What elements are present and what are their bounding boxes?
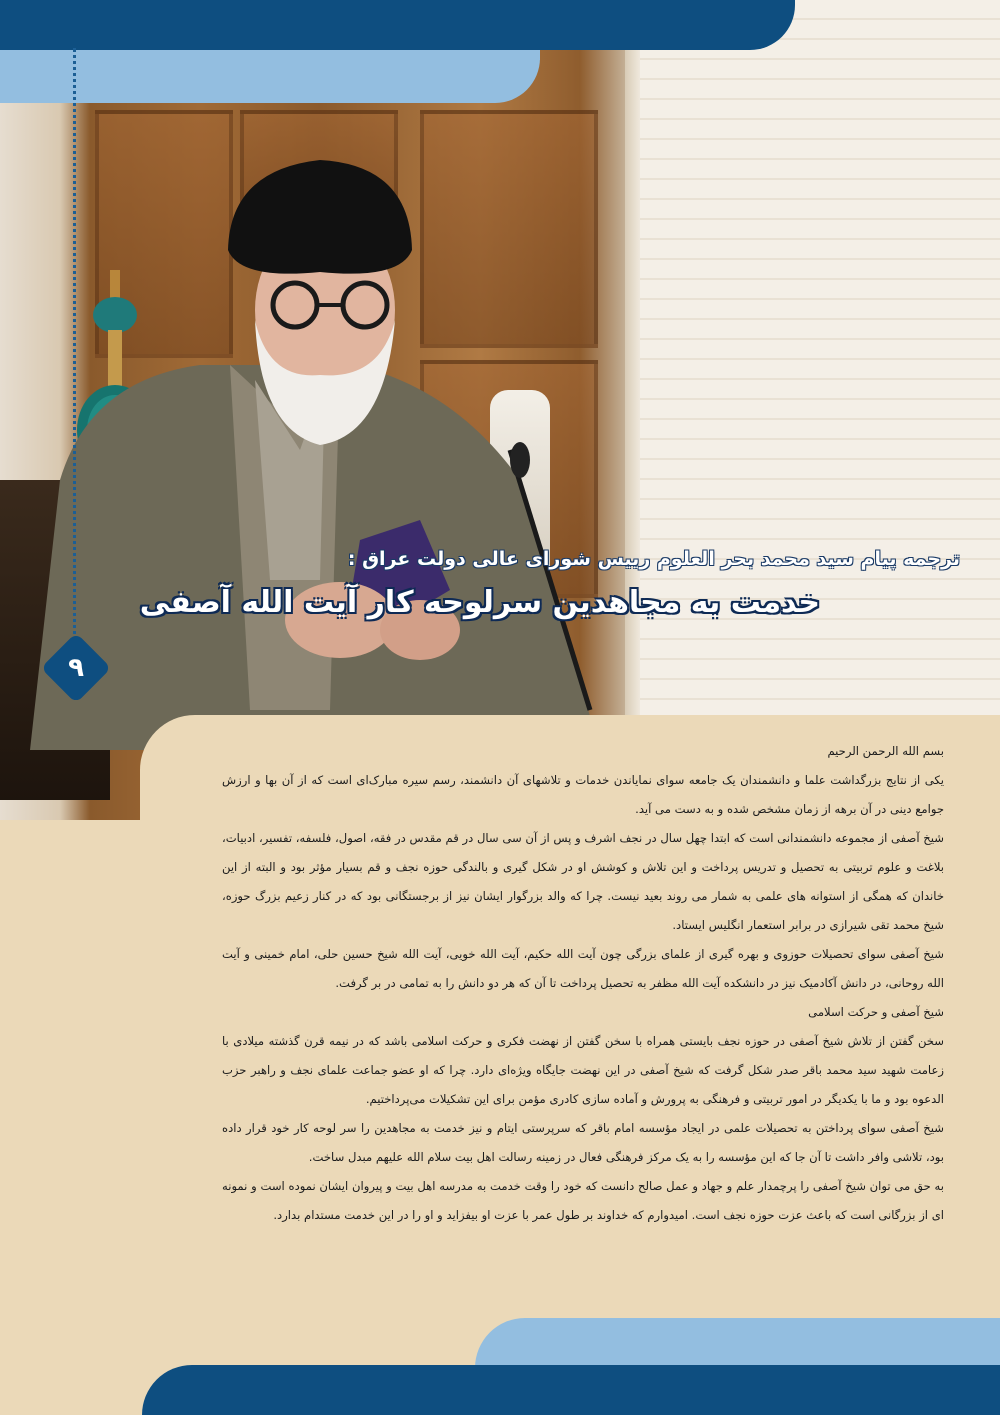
dotted-line xyxy=(73,48,76,648)
page-number: ۹ xyxy=(68,653,84,683)
bottom-bar-dark xyxy=(142,1365,1000,1415)
article-title: خدمت به مجاهدین سرلوحه کار آیت الله آصفی xyxy=(139,585,820,620)
paragraph: به حق می توان شیخ آصفی را پرچمدار علم و جهاد و عمل صالح دانست که خود را وقت خدمت به مدرسه اهل بیت و پیروان ایشان نموده است و نمونه ای از بزرگانی است که باعث عزت حوزه نجف است. امیدوارم که خداوند بر طول عمر با عزت او بیفزاید و او را در این خدمت مستدام بدارد. xyxy=(222,1179,944,1222)
paragraph: شیخ آصفی سوای تحصیلات حوزوی و بهره گیری از علمای بزرگی چون آیت الله حکیم، آیت الله خویی، آیت الله شیخ حسین حلی، امام خمینی و آیت الله روحانی، در دانش آکادمیک نیز در دانشکده آیت الله مظفر به تحصیل پرداخت تا آن که هر دو دانش را به تمامی در بر گرفت. xyxy=(222,947,944,990)
basmala: بسم الله الرحمن الرحیم xyxy=(827,744,944,758)
paragraph: شیخ آصفی از مجموعه دانشمندانی است که ابتدا چهل سال در نجف اشرف و پس از آن سی سال در قم مقدس در فقه، اصول، فلسفه، تفسیر، ادبیات، بلاغت و علوم تربیتی به تحصیل و تدریس پرداخت و این تلاش و کوشش او در شکل گیری و بالندگی حوزه نجف و قم بسیار مؤثر بود و البته از این خاندان که همگی از استوانه های علمی به شمار می روند بعید نیست. چرا که والد بزرگوار ایشان نیز از برجستگانی بود که در کنار زعیم بزرگ حوزه، شیخ محمد تقی شیرازی در برابر استعمار انگلیس ایستاد. xyxy=(222,831,944,932)
paragraph: یکی از نتایج بزرگداشت علما و دانشمندان یک جامعه سوای نمایاندن خدمات و تلاشهای آن دانشمند، رسم سیره مبارک‌ای است که از آن بها و ارزش جوامع دینی در آن برهه از زمان مشخص شده و به دست می آید. xyxy=(222,773,944,816)
article-subtitle: ترجمه پیام سید محمد بحر العلوم رییس شورای عالی دولت عراق : xyxy=(347,548,960,570)
article-body xyxy=(222,737,944,1230)
top-bar-dark xyxy=(0,0,795,50)
paragraph: سخن گفتن از تلاش شیخ آصفی در حوزه نجف بایستی همراه با سخن گفتن از نهضت فکری و حرکت اسلامی باشد که در نیمه قرن گذشته میلادی با زعامت شهید سید محمد باقر صدر شکل گرفت که شیخ آصفی در این نهضت جایگاه ویژه‌ای دارد. چرا که او عضو جماعت علمای نجف و راهبر حزب الدعوه بود و ما با یکدیگر در امور تربیتی و فرهنگی به پرورش و آماده سازی کادری مؤمن برای این تشکیلات می‌پرداختیم. xyxy=(222,1034,944,1106)
section-heading: شیخ آصفی و حرکت اسلامی xyxy=(808,1005,944,1019)
paragraph: شیخ آصفی سوای پرداختن به تحصیلات علمی در ایجاد مؤسسه امام باقر که سرپرستی ایتام و نیز خدمت به مجاهدین را سر لوحه کار خود قرار داده بود، تلاشی وافر داشت تا آن جا که این مؤسسه را به یک مرکز فرهنگی فعال در زمینه رسالت اهل بیت سلام الله علیهم مبدل ساخت. xyxy=(222,1121,944,1164)
top-bar-light-curve xyxy=(0,45,540,103)
